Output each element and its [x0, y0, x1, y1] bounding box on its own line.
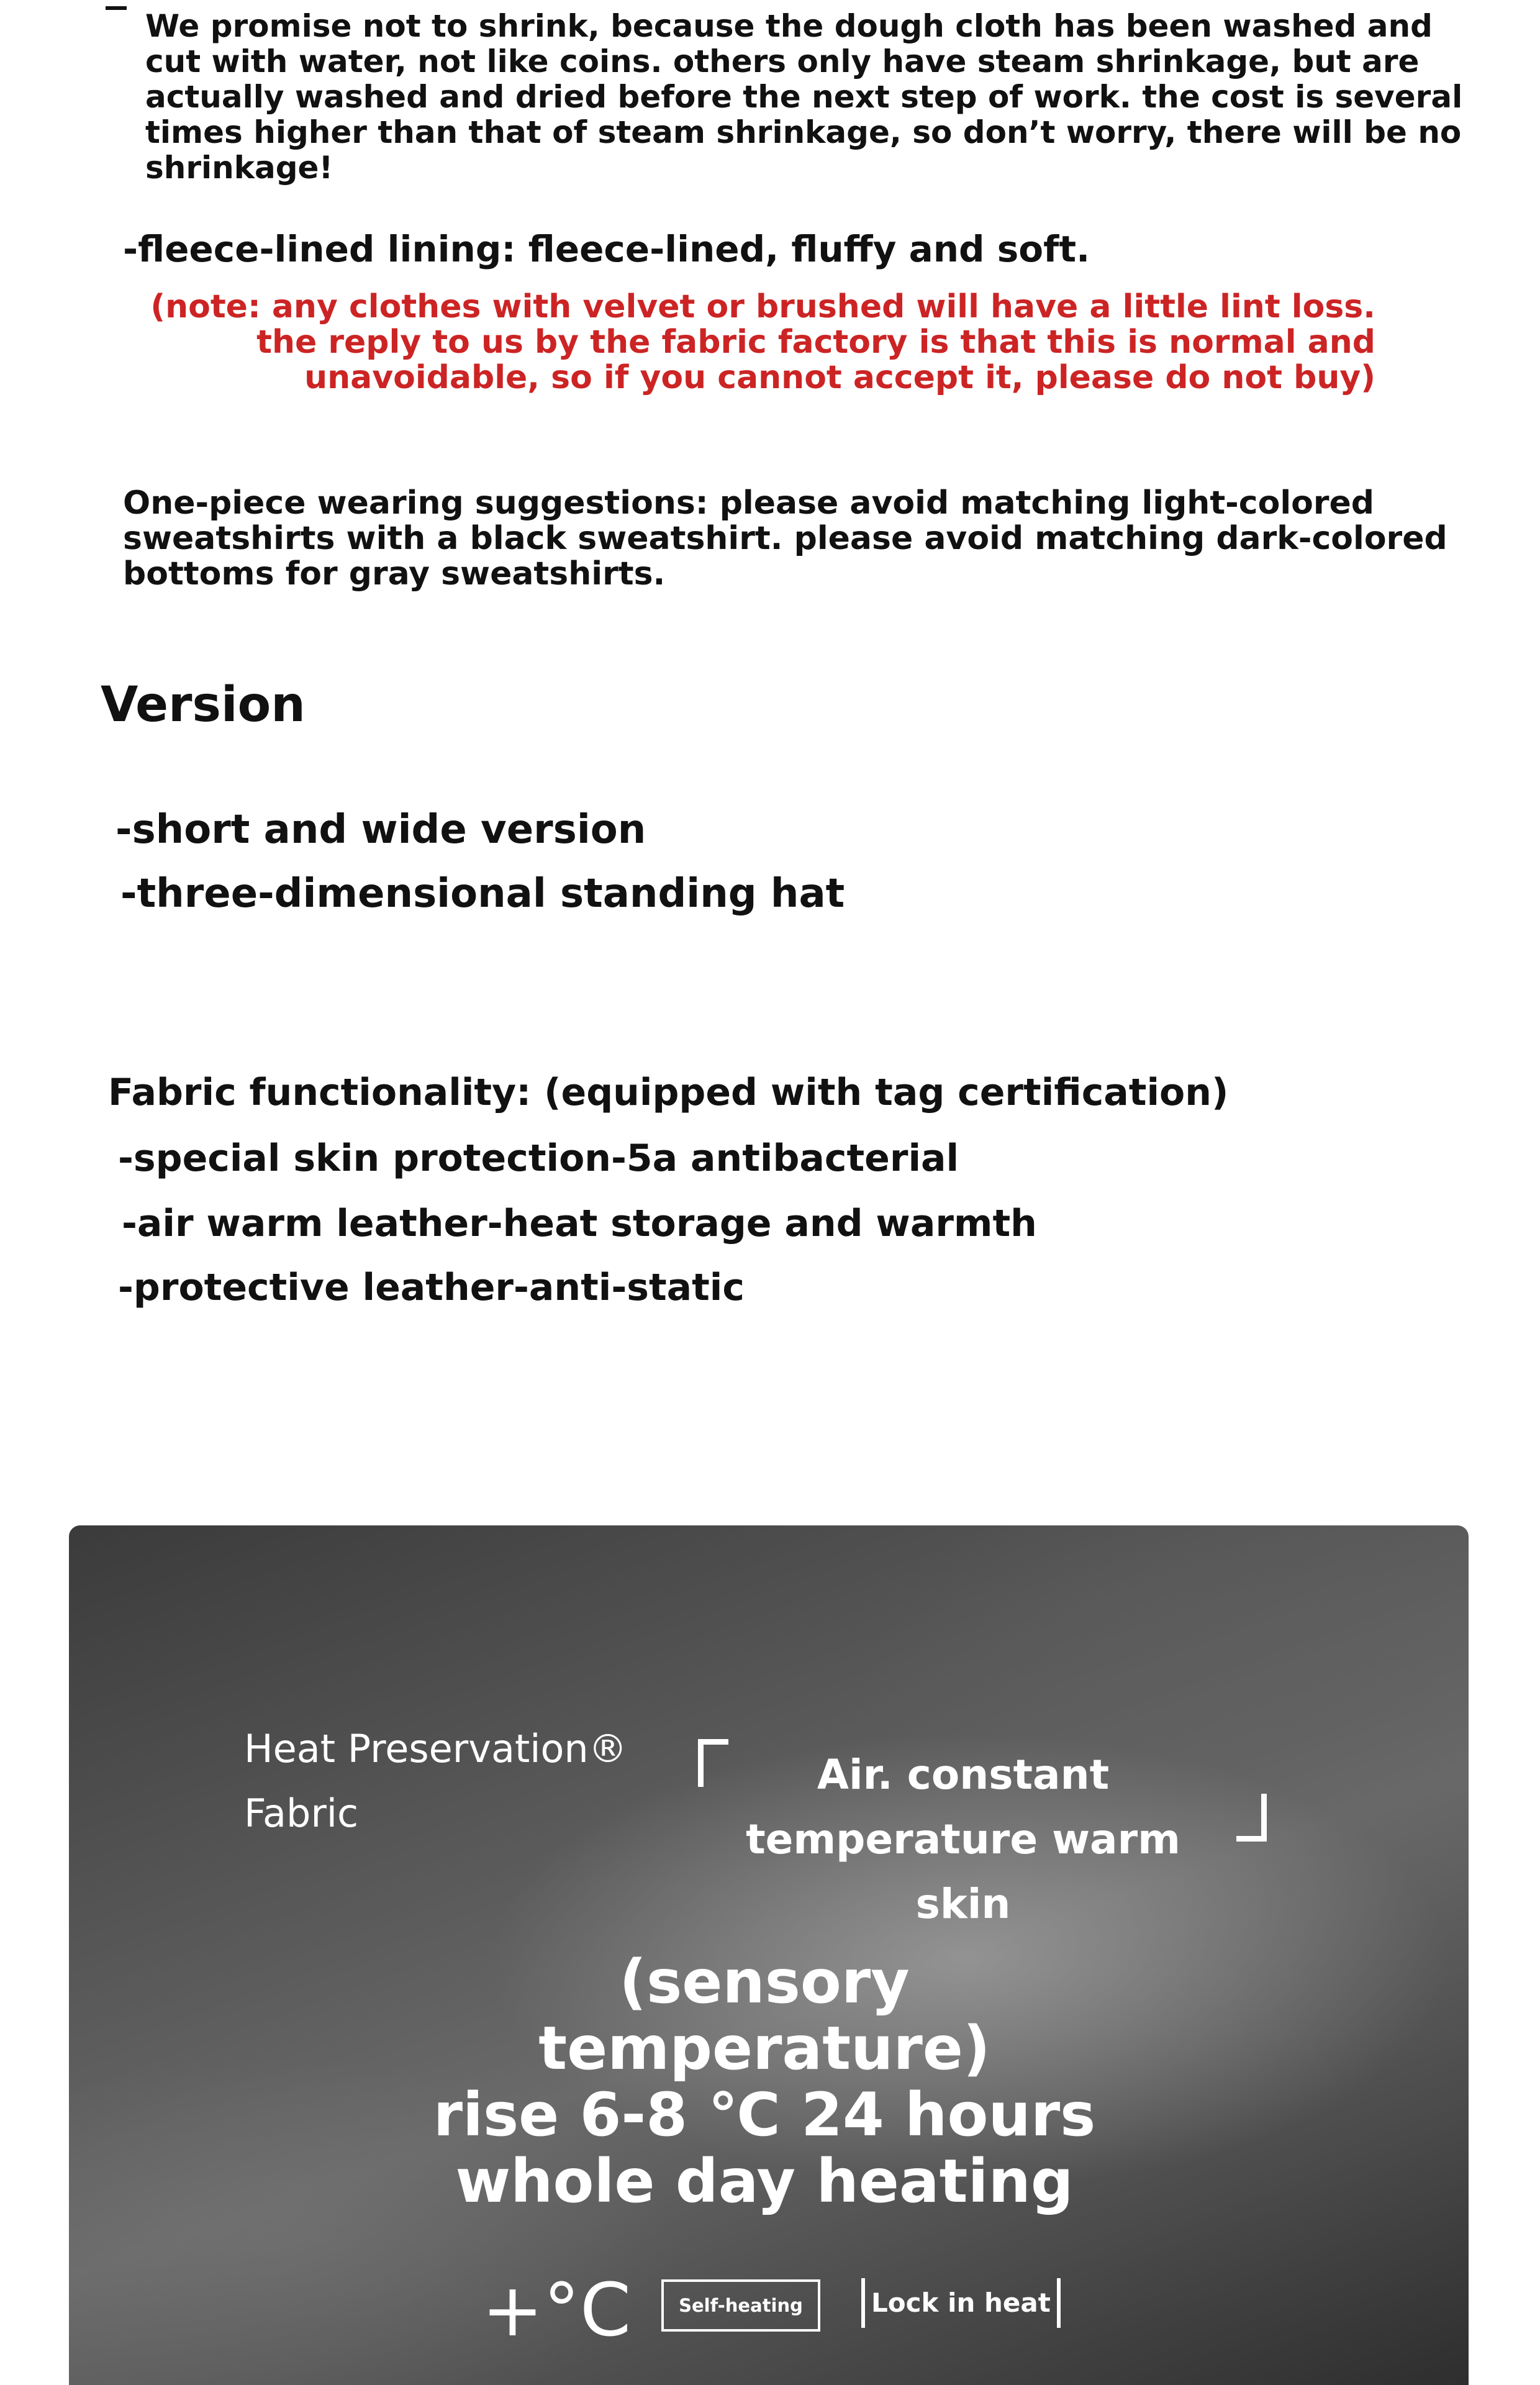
version-heading: Version — [101, 677, 306, 733]
air-constant-label — [727, 1743, 1199, 1937]
version-item: -short and wide version — [116, 807, 646, 853]
version-item: -three-dimensional standing hat — [120, 871, 845, 917]
fleece-lining-line: -fleece-lined lining: fleece-lined, fluffy and soft. — [123, 228, 1090, 270]
corner-bracket-left-icon — [698, 1739, 728, 1787]
corner-bracket-right-icon — [1236, 1794, 1267, 1842]
shrink-paragraph: We promise not to shrink, because the dough cloth has been washed and cut with water, not like coins. others only have steam shrinkage, but are actually washed and dried before the next step of work. the cost is several times higher than that of steam shrinkage, so don’t worry, there will be no shrinkage! — [145, 8, 1463, 186]
air-constant-line2: temperature warm skin — [746, 1815, 1180, 1928]
air-constant-line1: Air. constant — [817, 1751, 1110, 1799]
self-heating-badge: Self-heating — [661, 2279, 820, 2332]
fabric-item: -special skin protection-5a antibacterial — [118, 1137, 959, 1180]
fabric-heading: Fabric functionality: (equipped with tag certification) — [108, 1071, 1229, 1114]
heat-preservation-label — [244, 1717, 627, 1846]
fabric-banner — [69, 1525, 1469, 2385]
plus-celsius-icon: +°C — [482, 2267, 632, 2353]
fabric-item: -air warm leather-heat storage and warmth — [122, 1202, 1037, 1245]
lock-in-heat-badge: Lock in heat — [861, 2278, 1061, 2328]
heat-preservation-line2: Fabric — [244, 1791, 359, 1836]
lint-note: (note: any clothes with velvet or brushed will have a little lint loss. the reply to us by the fabric factory is that this is normal and unavoidable, so if you cannot accept it, please do not buy) — [150, 288, 1375, 396]
temperature-rise-headline — [423, 1949, 1106, 2215]
headline-line1: (sensory temperature) — [538, 1947, 990, 2083]
headline-line2: rise 6-8 ℃ 24 hours — [433, 2080, 1096, 2150]
wearing-suggestions: One-piece wearing suggestions: please avoid matching light-colored sweatshirts with a black sweatshirt. please avoid matching dark-colored bottoms for gray sweatshirts. — [123, 484, 1447, 593]
heat-preservation-line1: Heat Preservation® — [244, 1726, 627, 1771]
fabric-item: -protective leather-anti-static — [118, 1266, 745, 1309]
headline-line3: whole day heating — [455, 2146, 1074, 2216]
dash-mark — [106, 6, 127, 10]
